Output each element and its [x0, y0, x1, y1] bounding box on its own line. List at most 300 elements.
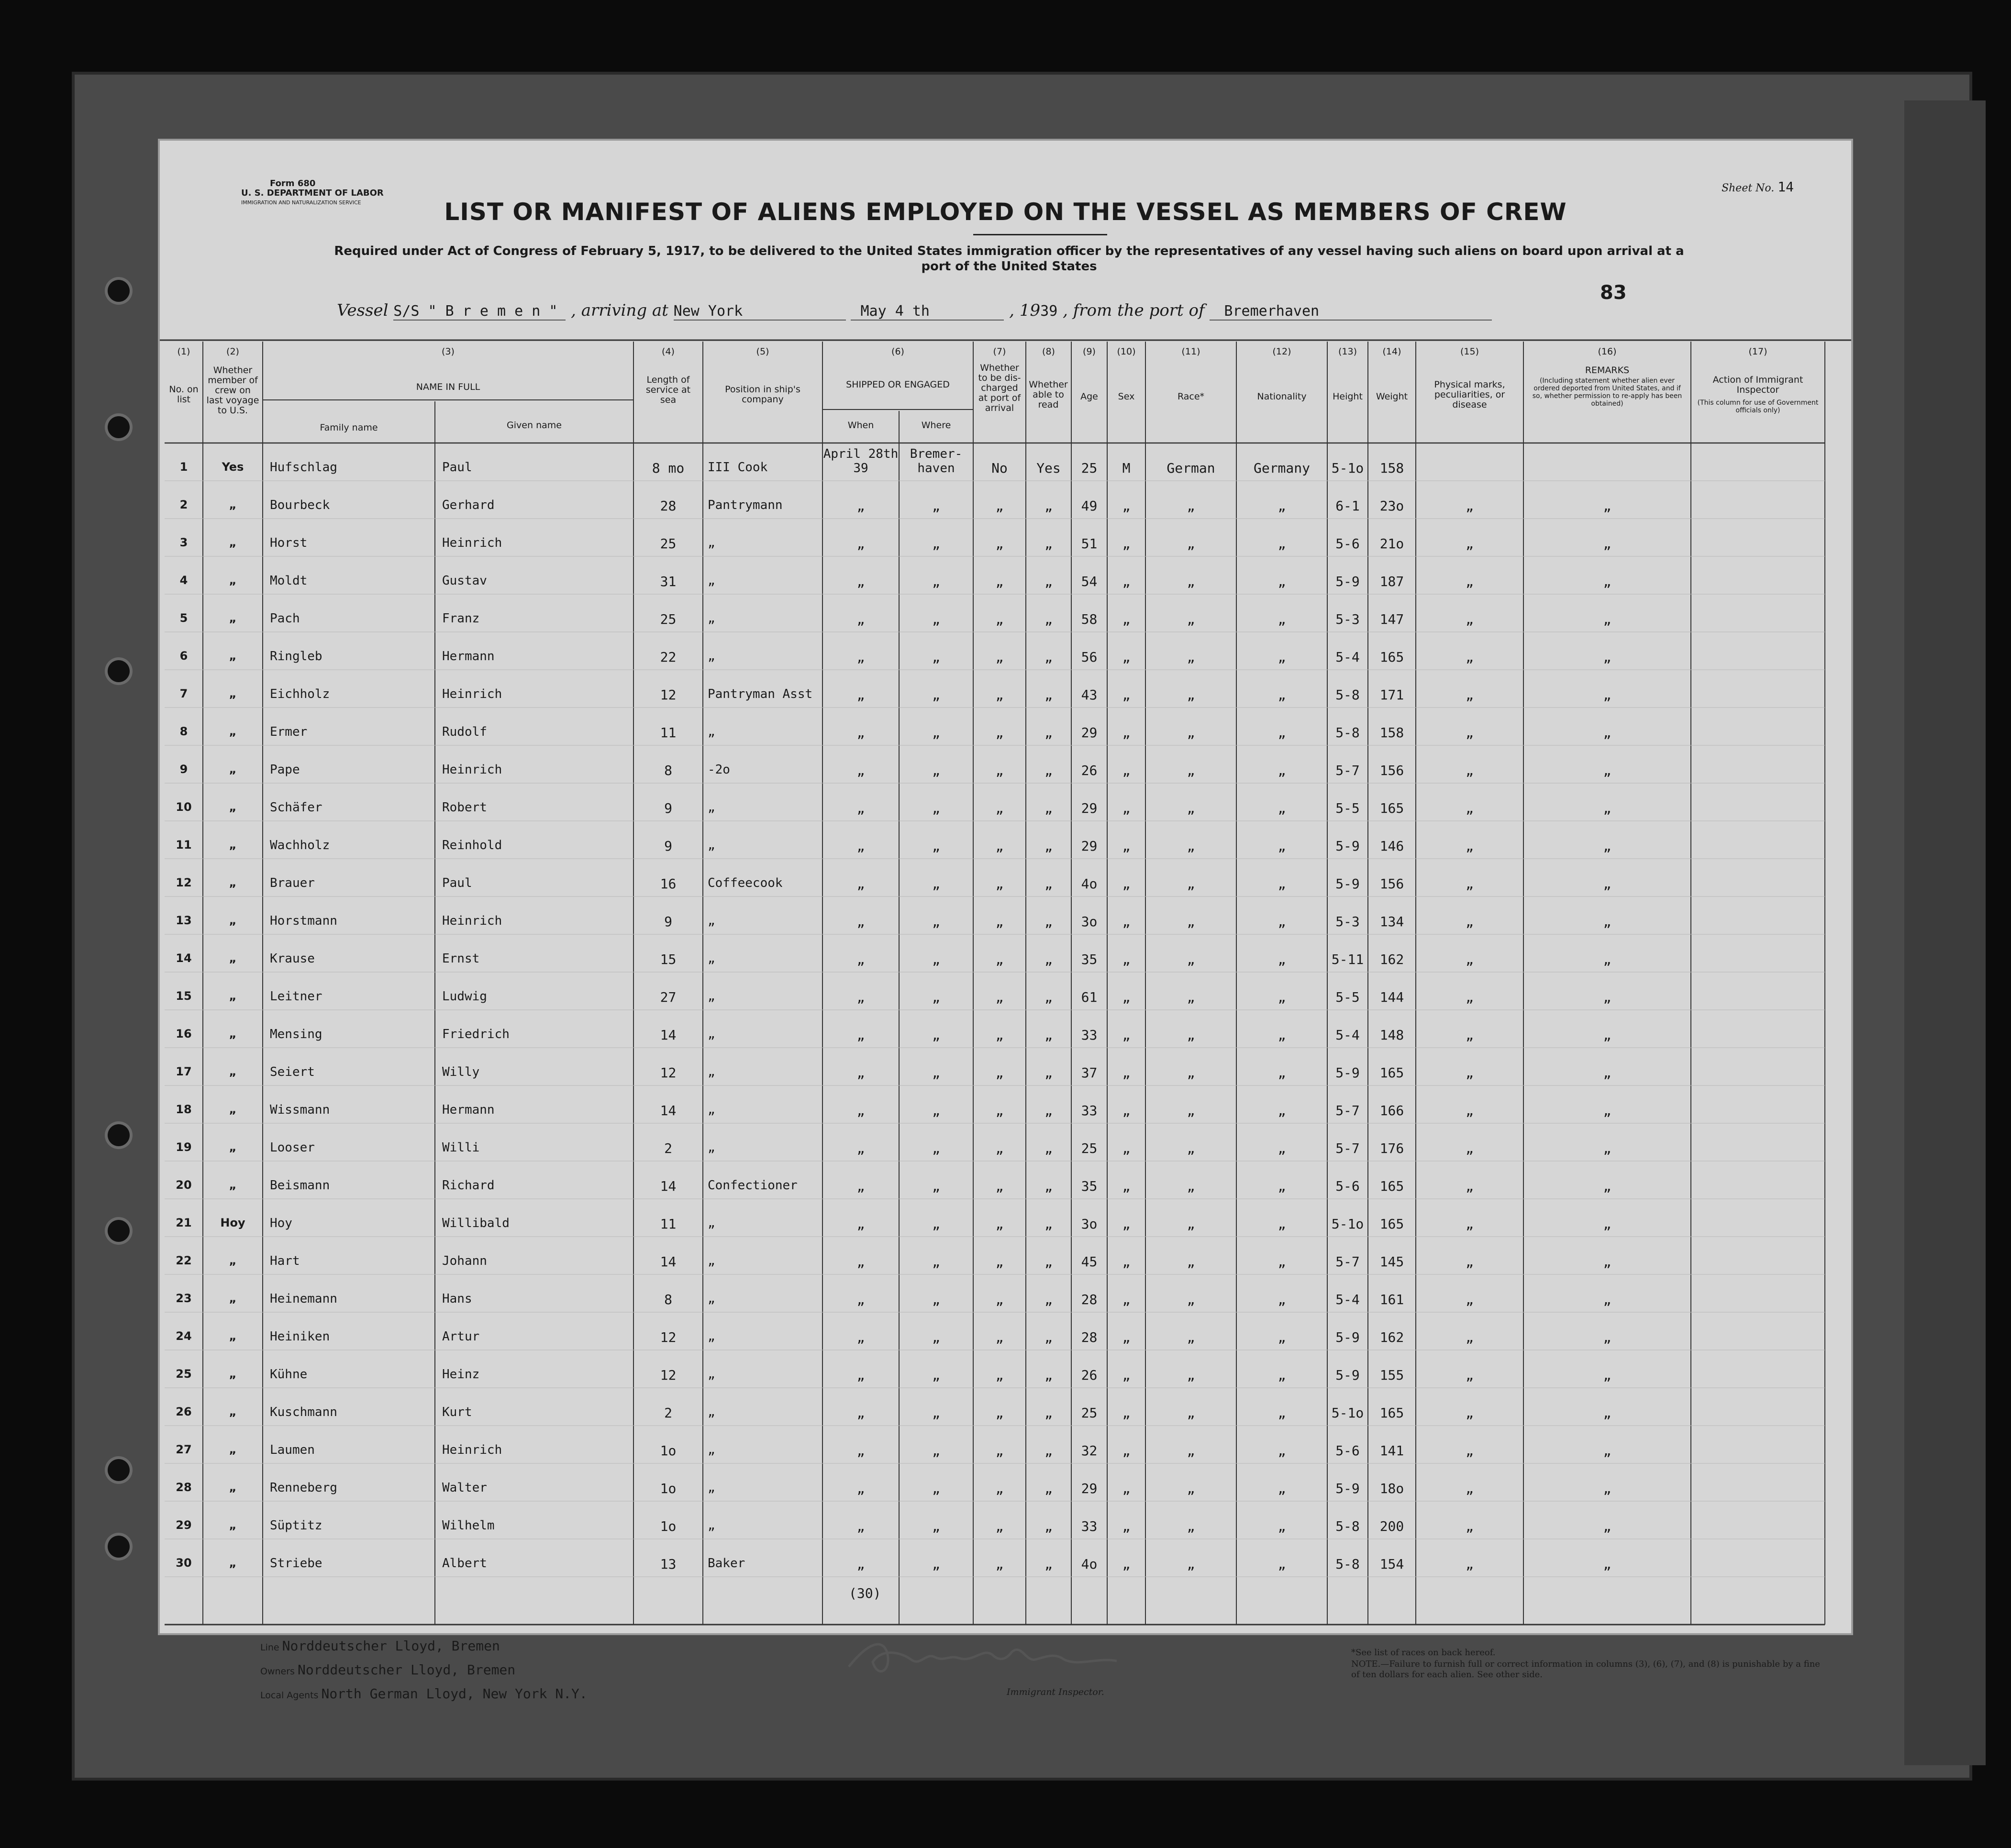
cell-family: Schäfer — [270, 800, 322, 815]
cell-read: „ — [1044, 611, 1053, 627]
cell-position: „ — [708, 1367, 715, 1382]
cell-service: 8 mo — [652, 460, 685, 476]
cell-no: 2 — [179, 498, 188, 511]
cell-no: 17 — [176, 1065, 192, 1078]
cell-disch: „ — [995, 876, 1004, 892]
cell-given: Hermann — [442, 649, 495, 664]
cell-height: 5-8 — [1335, 1556, 1360, 1572]
cell-no: 16 — [176, 1027, 192, 1040]
cell-height: 5-9 — [1335, 1329, 1360, 1345]
cell-no: 15 — [176, 989, 192, 1003]
cell-race: „ — [1187, 1518, 1195, 1534]
cell-read: „ — [1044, 687, 1053, 703]
cell-where: „ — [932, 1103, 940, 1118]
cell-disch: „ — [995, 952, 1004, 967]
cell-remarks: „ — [1603, 1481, 1611, 1496]
cell-race: German — [1167, 460, 1215, 476]
cell-disch: „ — [995, 649, 1004, 665]
cell-given: Willibald — [442, 1216, 510, 1230]
cell-marks: „ — [1466, 1367, 1474, 1383]
cell-height: 5-3 — [1335, 914, 1360, 930]
column-number: (9) — [1083, 346, 1096, 357]
cell-given: Hermann — [442, 1103, 495, 1117]
cell-remarks: „ — [1603, 536, 1611, 552]
cell-weight: 162 — [1379, 952, 1404, 967]
cell-age: 45 — [1081, 1254, 1098, 1270]
cell-read: „ — [1044, 574, 1053, 589]
cell-given: Johann — [442, 1254, 487, 1268]
cell-race: „ — [1187, 1292, 1195, 1307]
cell-race: „ — [1187, 649, 1195, 665]
cell-service: 11 — [660, 725, 677, 741]
cell-sex: „ — [1122, 1518, 1131, 1534]
binder-hole — [108, 660, 130, 682]
cell-when: „ — [856, 1216, 865, 1232]
cell-position: „ — [708, 1329, 715, 1344]
board-edge — [1904, 100, 1986, 1765]
service-name: IMMIGRATION AND NATURALIZATION SERVICE — [241, 199, 361, 206]
cell-where: „ — [932, 838, 940, 854]
cell-prev: „ — [229, 1556, 237, 1570]
cell-given: Ludwig — [442, 989, 487, 1004]
cell-position: „ — [708, 952, 715, 966]
cell-height: 5-9 — [1335, 876, 1360, 892]
cell-sex: „ — [1122, 989, 1131, 1005]
cell-position: „ — [708, 649, 715, 664]
cell-when: „ — [856, 914, 865, 930]
line-value: Norddeutscher Lloyd, Bremen — [282, 1638, 500, 1654]
binder-hole — [108, 1536, 130, 1558]
cell-read: „ — [1044, 1329, 1053, 1345]
cell-no: 27 — [176, 1443, 192, 1456]
cell-age: 54 — [1081, 574, 1098, 589]
cell-where: „ — [932, 498, 940, 514]
cell-sex: „ — [1122, 1216, 1131, 1232]
cell-weight: 141 — [1379, 1443, 1404, 1459]
binder-hole — [108, 280, 130, 302]
cell-read: „ — [1044, 952, 1053, 967]
cell-height: 5-1o — [1331, 460, 1364, 476]
cell-service: 1o — [660, 1518, 677, 1534]
cell-disch: No — [991, 460, 1008, 476]
cell-given: Reinhold — [442, 838, 502, 852]
cell-remarks: „ — [1603, 1518, 1611, 1534]
cell-sex: M — [1122, 460, 1131, 476]
cell-nat: „ — [1278, 1065, 1286, 1081]
page-title: LIST OR MANIFEST OF ALIENS EMPLOYED ON THE VESSEL AS MEMBERS OF CREW — [444, 198, 1567, 226]
cell-height: 5-9 — [1335, 838, 1360, 854]
cell-age: 33 — [1081, 1518, 1098, 1534]
cell-weight: 18o — [1379, 1481, 1404, 1496]
cell-read: „ — [1044, 1140, 1053, 1156]
cell-when: „ — [856, 687, 865, 703]
cell-height: 5-7 — [1335, 763, 1360, 778]
cell-family: Horst — [270, 536, 308, 550]
cell-race: „ — [1187, 536, 1195, 552]
cell-read: „ — [1044, 1027, 1053, 1043]
cell-family: Hart — [270, 1254, 300, 1268]
cell-no: 12 — [176, 876, 192, 889]
cell-prev: „ — [229, 687, 237, 700]
cell-service: 9 — [664, 914, 672, 930]
header-nationality: Nationality — [1257, 391, 1307, 402]
cell-remarks: „ — [1603, 800, 1611, 816]
cell-where: „ — [932, 989, 940, 1005]
cell-read: „ — [1044, 498, 1053, 514]
cell-height: 5-9 — [1335, 574, 1360, 589]
cell-given: Richard — [442, 1178, 495, 1193]
cell-sex: „ — [1122, 1065, 1131, 1081]
cell-prev: „ — [229, 649, 237, 663]
cell-nat: „ — [1278, 1027, 1286, 1043]
cell-position: Coffeecook — [708, 876, 783, 890]
cell-height: 5-5 — [1335, 800, 1360, 816]
cell-age: 35 — [1081, 952, 1098, 967]
cell-race: „ — [1187, 725, 1195, 741]
header-list-number: No. on list — [169, 384, 199, 405]
cell-weight: 165 — [1379, 1405, 1404, 1421]
year-prefix: , 19 — [1009, 301, 1041, 320]
cell-family: Süptitz — [270, 1518, 322, 1533]
cell-weight: 171 — [1379, 687, 1404, 703]
cell-age: 25 — [1081, 1405, 1098, 1421]
cell-race: „ — [1187, 1329, 1195, 1345]
arrival-date: May 4 th — [851, 303, 1004, 321]
cell-nat: „ — [1278, 1556, 1286, 1572]
cell-remarks: „ — [1603, 1216, 1611, 1232]
cell-no: 6 — [179, 649, 188, 663]
cell-no: 24 — [176, 1329, 192, 1343]
cell-where: „ — [932, 1178, 940, 1194]
header-given-name: Given name — [507, 420, 562, 431]
cell-position: „ — [708, 914, 715, 928]
cell-when: „ — [856, 1140, 865, 1156]
cell-prev: „ — [229, 1367, 237, 1381]
cell-remarks: „ — [1603, 1292, 1611, 1307]
cell-nat: „ — [1278, 1103, 1286, 1118]
column-number: (3) — [442, 346, 455, 357]
cell-position: „ — [708, 1405, 715, 1419]
cell-marks: „ — [1466, 1065, 1474, 1081]
cell-height: 5-8 — [1335, 725, 1360, 741]
cell-disch: „ — [995, 1443, 1004, 1459]
cell-where: „ — [932, 763, 940, 778]
cell-read: Yes — [1036, 460, 1061, 476]
cell-when: „ — [856, 649, 865, 665]
agents-value: North German Lloyd, New York N.Y. — [321, 1686, 588, 1702]
cell-disch: „ — [995, 1027, 1004, 1043]
races-note: *See list of races on back hereof. — [1351, 1648, 1496, 1658]
cell-read: „ — [1044, 800, 1053, 816]
cell-race: „ — [1187, 914, 1195, 930]
cell-weight: 146 — [1379, 838, 1404, 854]
cell-age: 56 — [1081, 649, 1098, 665]
cell-prev: „ — [229, 1329, 237, 1343]
cell-read: „ — [1044, 838, 1053, 854]
cell-marks: „ — [1466, 763, 1474, 778]
cell-weight: 176 — [1379, 1140, 1404, 1156]
cell-service: 28 — [660, 498, 677, 514]
cell-prev: „ — [229, 725, 237, 738]
cell-prev: „ — [229, 498, 237, 511]
cell-read: „ — [1044, 1065, 1053, 1081]
cell-read: „ — [1044, 1443, 1053, 1459]
cell-given: Albert — [442, 1556, 487, 1571]
cell-service: 14 — [660, 1178, 677, 1194]
cell-given: Robert — [442, 800, 487, 815]
cell-position: „ — [708, 800, 715, 815]
cell-service: 12 — [660, 1367, 677, 1383]
cell-sex: „ — [1122, 536, 1131, 552]
cell-marks: „ — [1466, 1405, 1474, 1421]
cell-where: „ — [932, 1027, 940, 1043]
cell-prev: „ — [229, 838, 237, 852]
cell-position: „ — [708, 1443, 715, 1457]
cell-service: 2 — [664, 1405, 672, 1421]
cell-height: 5-11 — [1331, 952, 1364, 967]
cell-weight: 166 — [1379, 1103, 1404, 1118]
cell-weight: 23o — [1379, 498, 1404, 514]
cell-where: „ — [932, 725, 940, 741]
cell-service: 1o — [660, 1443, 677, 1459]
cell-when: „ — [856, 536, 865, 552]
cell-position: „ — [708, 1216, 715, 1230]
cell-age: 58 — [1081, 611, 1098, 627]
column-number: (7) — [993, 346, 1006, 357]
line-label: Line — [260, 1642, 279, 1653]
cell-sex: „ — [1122, 1367, 1131, 1383]
cell-when: „ — [856, 876, 865, 892]
sheet-number-value: 14 — [1778, 179, 1794, 195]
cell-age: 33 — [1081, 1103, 1098, 1118]
cell-marks: „ — [1466, 498, 1474, 514]
cell-family: Laumen — [270, 1443, 315, 1457]
cell-remarks: „ — [1603, 1329, 1611, 1345]
cell-read: „ — [1044, 763, 1053, 778]
cell-no: 1 — [179, 460, 188, 474]
cell-marks: „ — [1466, 1027, 1474, 1043]
cell-age: 29 — [1081, 838, 1098, 854]
cell-family: Krause — [270, 952, 315, 966]
cell-given: Heinrich — [442, 1443, 502, 1457]
cell-where: „ — [932, 574, 940, 589]
cell-no: 19 — [176, 1140, 192, 1154]
cell-nat: „ — [1278, 952, 1286, 967]
cell-marks: „ — [1466, 1518, 1474, 1534]
cell-service: 8 — [664, 763, 672, 778]
header-inspector-note: (This column for use of Government officials only) — [1697, 399, 1819, 414]
cell-age: 29 — [1081, 800, 1098, 816]
header-when: When — [847, 420, 874, 431]
cell-nat: „ — [1278, 1405, 1286, 1421]
cell-family: Eichholz — [270, 687, 330, 701]
cell-when: „ — [856, 1103, 865, 1118]
cell-given: Willi — [442, 1140, 480, 1155]
cell-age: 26 — [1081, 1367, 1098, 1383]
cell-family: Kuschmann — [270, 1405, 337, 1419]
cell-sex: „ — [1122, 1292, 1131, 1307]
cell-given: Walter — [442, 1481, 487, 1495]
header-family-name: Family name — [320, 422, 378, 433]
cell-read: „ — [1044, 989, 1053, 1005]
cell-race: „ — [1187, 687, 1195, 703]
binder-hole — [108, 416, 130, 438]
header-sex: Sex — [1118, 391, 1135, 402]
cell-race: „ — [1187, 763, 1195, 778]
cell-position: „ — [708, 1140, 715, 1155]
cell-nat: „ — [1278, 1443, 1286, 1459]
inspector-label: Immigrant Inspector. — [1007, 1687, 1104, 1697]
cell-no: 9 — [179, 763, 188, 776]
cell-where: „ — [932, 1140, 940, 1156]
cell-age: 28 — [1081, 1329, 1098, 1345]
cell-prev: „ — [229, 1254, 237, 1267]
cell-service: 22 — [660, 649, 677, 665]
column-number: (16) — [1598, 346, 1617, 357]
cell-prev: „ — [229, 989, 237, 1003]
cell-prev: „ — [229, 1027, 237, 1040]
cell-no: 14 — [176, 952, 192, 965]
cell-service: 14 — [660, 1254, 677, 1270]
cell-disch: „ — [995, 1065, 1004, 1081]
cell-disch: „ — [995, 1103, 1004, 1118]
cell-position: „ — [708, 574, 715, 588]
cell-disch: „ — [995, 725, 1004, 741]
cell-marks: „ — [1466, 725, 1474, 741]
agents-field — [260, 1686, 588, 1702]
cell-given: Artur — [442, 1329, 480, 1344]
cell-nat: „ — [1278, 838, 1286, 854]
cell-marks: „ — [1466, 1216, 1474, 1232]
cell-family: Hufschlag — [270, 460, 337, 475]
cell-read: „ — [1044, 914, 1053, 930]
cell-when: „ — [856, 838, 865, 854]
cell-read: „ — [1044, 649, 1053, 665]
cell-family: Ermer — [270, 725, 308, 739]
cell-nat: „ — [1278, 611, 1286, 627]
cell-family: Hoy — [270, 1216, 292, 1230]
cell-given: Friedrich — [442, 1027, 510, 1041]
cell-nat: „ — [1278, 1292, 1286, 1307]
cell-no: 8 — [179, 725, 188, 738]
cell-when: „ — [856, 1367, 865, 1383]
cell-prev: „ — [229, 800, 237, 814]
cell-read: „ — [1044, 1178, 1053, 1194]
cell-disch: „ — [995, 763, 1004, 778]
cell-disch: „ — [995, 498, 1004, 514]
cell-no: 20 — [176, 1178, 192, 1192]
cell-age: 3o — [1081, 914, 1098, 930]
cell-height: 5-7 — [1335, 1254, 1360, 1270]
cell-service: 12 — [660, 1065, 677, 1081]
cell-when: „ — [856, 1481, 865, 1496]
vessel-label: Vessel — [337, 301, 389, 320]
column-number: (6) — [891, 346, 904, 357]
cell-remarks: „ — [1603, 876, 1611, 892]
cell-marks: „ — [1466, 1329, 1474, 1345]
header-age: Age — [1080, 391, 1098, 402]
cell-race: „ — [1187, 1216, 1195, 1232]
cell-position: „ — [708, 1065, 715, 1079]
cell-where: „ — [932, 1065, 940, 1081]
cell-when: „ — [856, 1405, 865, 1421]
column-number: (4) — [662, 346, 675, 357]
cell-family: Wachholz — [270, 838, 330, 852]
cell-position: Baker — [708, 1556, 745, 1571]
cell-race: „ — [1187, 611, 1195, 627]
cell-height: 5-4 — [1335, 649, 1360, 665]
header-name-in-full: NAME IN FULL — [416, 382, 480, 392]
cell-remarks: „ — [1603, 1027, 1611, 1043]
cell-service: 2 — [664, 1140, 672, 1156]
cell-nat: Germany — [1253, 460, 1310, 476]
cell-age: 32 — [1081, 1443, 1098, 1459]
cell-race: „ — [1187, 1481, 1195, 1496]
cell-remarks: „ — [1603, 725, 1611, 741]
cell-sex: „ — [1122, 725, 1131, 741]
total-count-note: (30) — [849, 1585, 881, 1601]
cell-nat: „ — [1278, 1329, 1286, 1345]
cell-nat: „ — [1278, 536, 1286, 552]
cell-weight: 187 — [1379, 574, 1404, 589]
cell-sex: „ — [1122, 649, 1131, 665]
cell-race: „ — [1187, 1254, 1195, 1270]
cell-given: Hans — [442, 1292, 472, 1306]
cell-height: 5-1o — [1331, 1216, 1364, 1232]
column-number: (2) — [226, 346, 239, 357]
cell-family: Wissmann — [270, 1103, 330, 1117]
cell-no: 13 — [176, 914, 192, 927]
cell-remarks: „ — [1603, 952, 1611, 967]
cell-service: 25 — [660, 611, 677, 627]
cell-position: „ — [708, 725, 715, 739]
cell-weight: 162 — [1379, 1329, 1404, 1345]
cell-given: Ernst — [442, 952, 480, 966]
cell-family: Pach — [270, 611, 300, 626]
cell-no: 7 — [179, 687, 188, 700]
column-number: (14) — [1382, 346, 1401, 357]
required-line-2: port of the United States — [921, 259, 1097, 274]
cell-height: 5-6 — [1335, 1178, 1360, 1194]
cell-race: „ — [1187, 989, 1195, 1005]
cell-weight: 158 — [1379, 725, 1404, 741]
cell-nat: „ — [1278, 725, 1286, 741]
cell-disch: „ — [995, 1216, 1004, 1232]
cell-prev: „ — [229, 1103, 237, 1116]
cell-marks: „ — [1466, 1178, 1474, 1194]
cell-marks: „ — [1466, 1140, 1474, 1156]
cell-age: 61 — [1081, 989, 1098, 1005]
cell-sex: „ — [1122, 1329, 1131, 1345]
cell-family: Kühne — [270, 1367, 308, 1382]
cell-weight: 148 — [1379, 1027, 1404, 1043]
binder-hole — [108, 1220, 130, 1242]
cell-height: 5-1o — [1331, 1405, 1364, 1421]
cell-read: „ — [1044, 876, 1053, 892]
cell-remarks: „ — [1603, 1065, 1611, 1081]
cell-remarks: „ — [1603, 989, 1611, 1005]
cell-weight: 134 — [1379, 914, 1404, 930]
cell-prev: Hoy — [220, 1216, 245, 1229]
cell-service: 9 — [664, 838, 672, 854]
cell-sex: „ — [1122, 952, 1131, 967]
cell-race: „ — [1187, 1405, 1195, 1421]
cell-remarks: „ — [1603, 574, 1611, 589]
cell-no: 5 — [179, 611, 188, 625]
cell-where: „ — [932, 1216, 940, 1232]
cell-sex: „ — [1122, 1405, 1131, 1421]
cell-when: „ — [856, 498, 865, 514]
